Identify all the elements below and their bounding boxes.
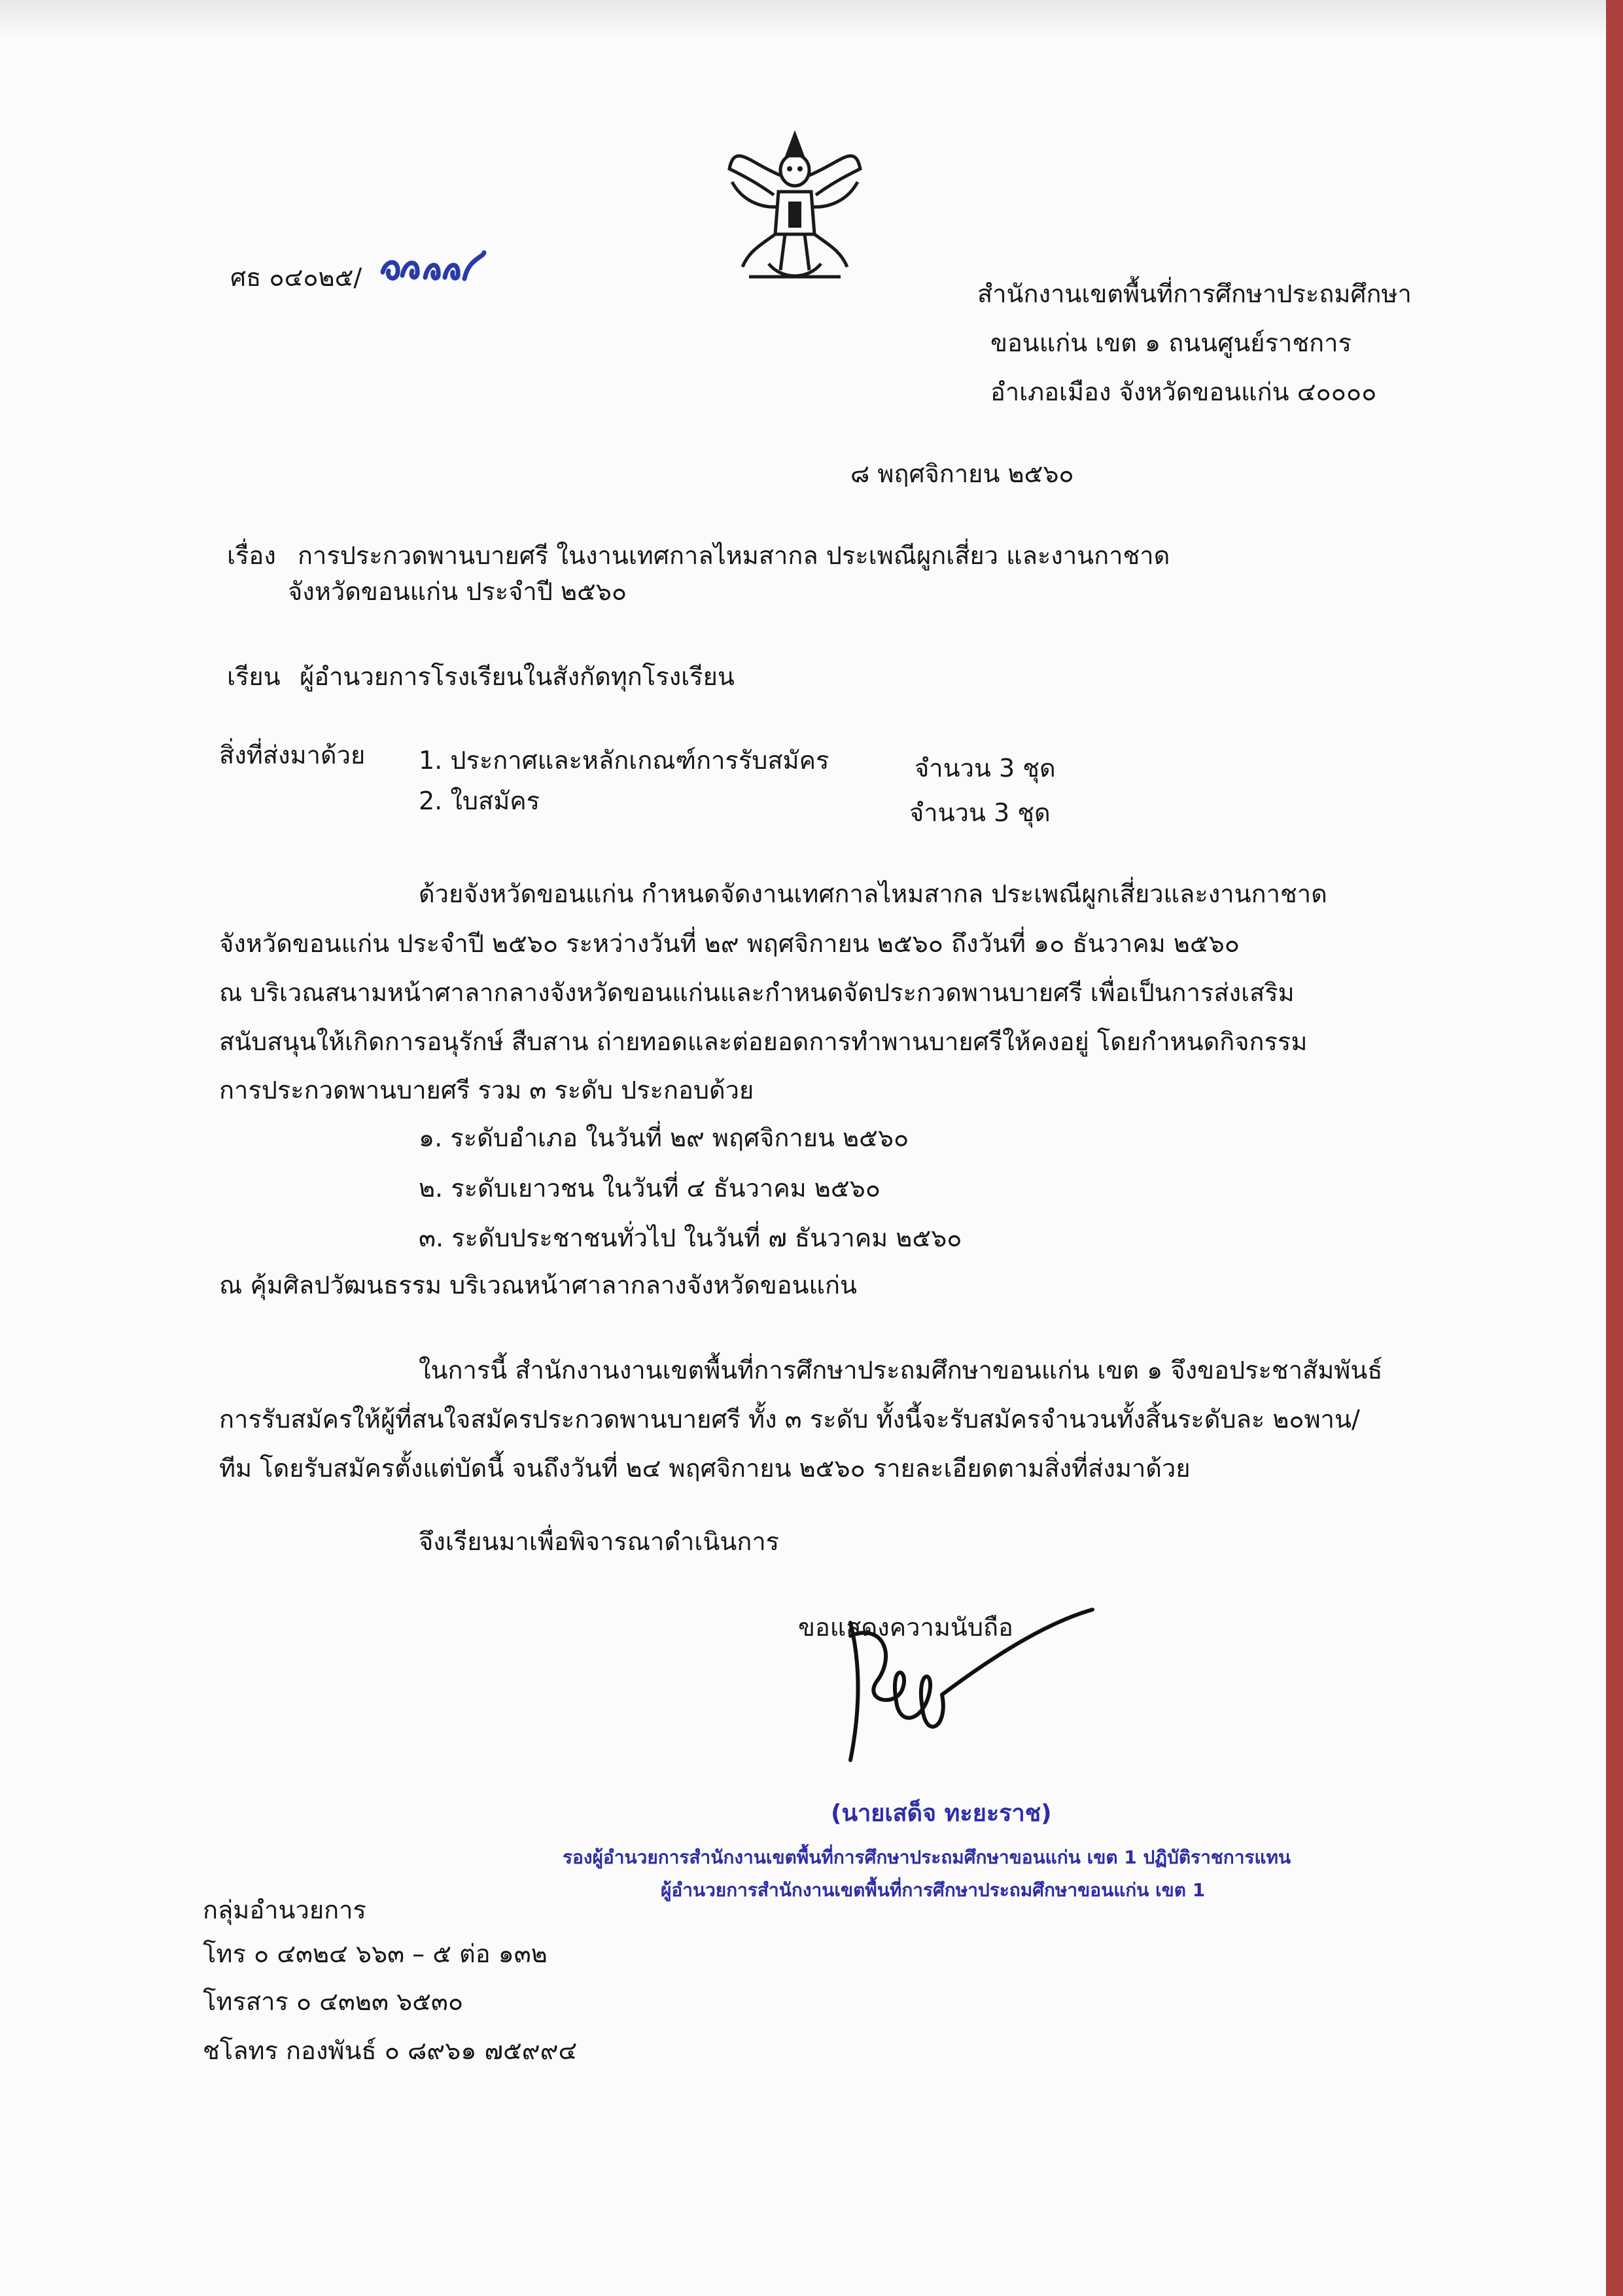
footer-fax: โทรสาร ๐ ๔๓๒๓ ๖๕๓๐	[203, 1987, 464, 2016]
regards-text: ขอแสดงความนับถือ	[798, 1613, 1013, 1642]
scan-top-shadow	[0, 0, 1623, 39]
body-paragraph-line: การประกวดพานบายศรี รวม ๓ ระดับ ประกอบด้วย	[219, 1076, 754, 1104]
handwritten-signature	[824, 1597, 1099, 1773]
venue-line: ณ คุ้มศิลปวัฒนธรรม บริเวณหน้าศาลากลางจังหวัดขอนแก่น	[219, 1271, 857, 1299]
signatory-title-line1: รองผู้อำนวยการสำนักงานเขตพื้นที่การศึกษาประถมศึกษาขอนแก่น เขต 1 ปฏิบัติราชการแทน	[563, 1846, 1291, 1868]
handwritten-reference-number	[379, 239, 491, 292]
scan-right-edge	[1606, 0, 1623, 2296]
letter-date: ๘ พฤศจิกายน ๒๕๖๐	[850, 459, 1074, 488]
footer-group: กลุ่มอำนวยการ	[203, 1896, 366, 1924]
body-paragraph-line: จังหวัดขอนแก่น ประจำปี ๒๕๖๐ ระหว่างวันที่ ๒๙ พฤศจิกายน ๒๕๖๐ ถึงวันที่ ๑๐ ธันวาคม ๒๕๖๐	[219, 929, 1240, 958]
level-item: ๓. ระดับประชาชนทั่วไป ในวันที่ ๗ ธันวาคม ๒๕๖๐	[419, 1224, 962, 1252]
body-paragraph-line: การรับสมัครให้ผู้ที่สนใจสมัครประกวดพานบายศรี ทั้ง ๓ ระดับ ทั้งนี้จะรับสมัครจำนวนทั้งสิ้นระดับละ ๒๐พาน/	[219, 1405, 1360, 1434]
level-item: ๑. ระดับอำเภอ ในวันที่ ๒๙ พฤศจิกายน ๒๕๖๐	[419, 1123, 909, 1152]
enclosure-qty: จำนวน 3 ชุด	[915, 754, 1056, 783]
reference-prefix: ศธ ๐๔๐๒๕/	[230, 263, 362, 292]
enclosure-item: 1. ประกาศและหลักเกณฑ์การรับสมัคร	[419, 746, 829, 775]
enclosures-label: สิ่งที่ส่งมาด้วย	[219, 741, 366, 769]
closing-request: จึงเรียนมาเพื่อพิจารณาดำเนินการ	[419, 1527, 780, 1556]
body-paragraph-line: ในการนี้ สำนักงานงานเขตพื้นที่การศึกษาประถมศึกษาขอนแก่น เขต ๑ จึงขอประชาสัมพันธ์	[419, 1356, 1383, 1385]
signatory-name: (นายเสด็จ ทะยะราช)	[831, 1800, 1052, 1827]
footer-phone: โทร ๐ ๔๓๒๔ ๖๖๓ – ๕ ต่อ ๑๓๒	[203, 1939, 548, 1968]
subject-line2: จังหวัดขอนแก่น ประจำปี ๒๕๖๐	[288, 577, 627, 606]
enclosure-qty: จำนวน 3 ชุด	[909, 798, 1051, 827]
body-paragraph-line: สนับสนุนให้เกิดการอนุรักษ์ สืบสาน ถ่ายทอดและต่อยอดการทำพานบายศรีให้คงอยู่ โดยกำหนดกิจกรรม	[219, 1027, 1308, 1056]
enclosure-item: 2. ใบสมัคร	[419, 786, 540, 815]
office-name-line1: สำนักงานเขตพื้นที่การศึกษาประถมศึกษา	[977, 279, 1412, 308]
recipient-label: เรียน	[227, 662, 281, 691]
office-name-line2: ขอนแก่น เขต ๑ ถนนศูนย์ราชการ	[990, 328, 1352, 357]
subject-line1: การประกวดพานบายศรี ในงานเทศกาลไหมสากล ประเพณีผูกเสี่ยว และงานกาชาด	[298, 541, 1170, 570]
level-item: ๒. ระดับเยาวชน ในวันที่ ๔ ธันวาคม ๒๕๖๐	[419, 1174, 881, 1203]
signatory-title-line2: ผู้อำนวยการสำนักงานเขตพื้นที่การศึกษาประถมศึกษาขอนแก่น เขต 1	[661, 1879, 1206, 1901]
footer-contact: ชโลทร กองพันธ์ ๐ ๘๙๖๑ ๗๕๙๙๔	[203, 2036, 578, 2065]
body-paragraph-line: ณ บริเวณสนามหน้าศาลากลางจังหวัดขอนแก่นและกำหนดจัดประกวดพานบายศรี เพื่อเป็นการส่งเสริม	[219, 978, 1295, 1007]
recipient-text: ผู้อำนวยการโรงเรียนในสังกัดทุกโรงเรียน	[300, 662, 735, 691]
subject-label: เรื่อง	[227, 541, 276, 570]
garuda-emblem-icon	[723, 130, 867, 287]
office-name-line3: อำเภอเมือง จังหวัดขอนแก่น ๔๐๐๐๐	[990, 378, 1377, 406]
body-paragraph-line: ด้วยจังหวัดขอนแก่น กำหนดจัดงานเทศกาลไหมสากล ประเพณีผูกเสี่ยวและงานกาชาด	[419, 879, 1327, 908]
body-paragraph-line: ทีม โดยรับสมัครตั้งแต่บัดนี้ จนถึงวันที่ ๒๔ พฤศจิกายน ๒๕๖๐ รายละเอียดตามสิ่งที่ส่งมาด้วย	[219, 1454, 1191, 1483]
